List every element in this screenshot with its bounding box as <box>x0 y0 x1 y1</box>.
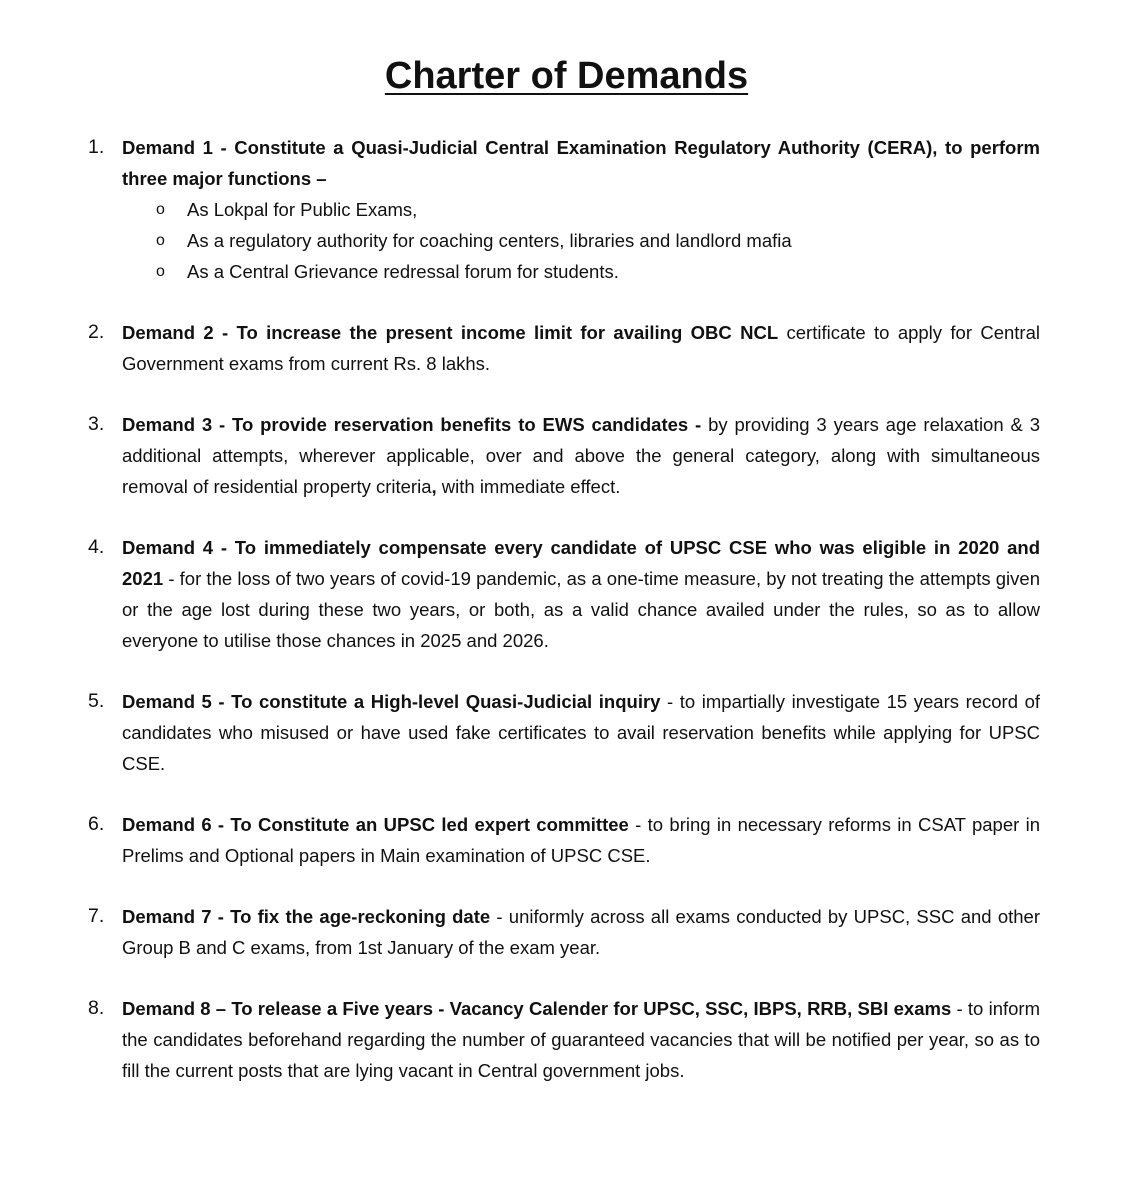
page-title-text: Charter of Demands <box>384 55 749 97</box>
demand-2 <box>0 317 1040 379</box>
list-item <box>122 256 1040 287</box>
demand-number: 2. <box>88 321 105 343</box>
demand-8 <box>0 993 1040 1086</box>
circle-bullet-icon: o <box>156 201 165 218</box>
demand-7 <box>0 901 1040 963</box>
demand-text: - to impartially investigate 15 years record of candidates who misused or have used fake certificates to avail reservation benefits while applying for UPSC CSE. <box>122 691 1041 774</box>
demand-text: - to bring in necessary reforms in CSAT paper in Prelims and Optional papers in Main examination of UPSC CSE. <box>122 814 1040 866</box>
list-item <box>122 225 1040 256</box>
demand-1-subitems <box>122 194 1040 287</box>
page-title <box>0 50 1133 102</box>
circle-bullet-icon: o <box>156 232 165 249</box>
demand-text: by providing 3 years age relaxation & 3 additional attempts, wherever applicable, over and above the general category, along with simultaneous removal of residential property criteria <box>122 414 1040 497</box>
demand-number: 8. <box>88 997 105 1019</box>
list-item <box>122 194 1040 225</box>
demand-3 <box>0 409 1040 502</box>
subitem-text: As a regulatory authority for coaching centers, libraries and landlord mafia <box>187 230 792 251</box>
demand-text: - for the loss of two years of covid-19 pandemic, as a one-time measure, by not treating the attempts given or the age lost during these two years, or both, as a valid chance availed under the rules, so as to allow everyone to utilise those chances in 2025 and 2026. <box>122 568 1040 651</box>
demand-number: 3. <box>88 413 105 435</box>
demand-text: - to inform the candidates beforehand regarding the number of guaranteed vacancies that will be notified per year, so as to fill the current posts that are lying vacant in Central government jobs. <box>122 998 1040 1081</box>
demand-text: certificate to apply for Central Government exams from current Rs. 8 lakhs. <box>122 322 1040 374</box>
demand-heading: Demand 6 - To Constitute an UPSC led expert committee <box>122 814 629 835</box>
circle-bullet-icon: o <box>156 263 165 280</box>
demand-number: 7. <box>88 905 105 927</box>
demand-heading: Demand 1 - Constitute a Quasi-Judicial Central Examination Regulatory Authority (CERA), to perform three major functions – <box>122 137 1040 189</box>
demand-4 <box>0 532 1040 656</box>
subitem-text: As Lokpal for Public Exams, <box>187 199 418 220</box>
demand-number: 6. <box>88 813 105 835</box>
demand-number: 5. <box>88 690 105 712</box>
demand-number: 1. <box>88 136 105 158</box>
demand-6 <box>0 809 1040 871</box>
demand-text: - uniformly across all exams conducted by UPSC, SSC and other Group B and C exams, from 1st January of the exam year. <box>122 906 1040 958</box>
demand-text-end: with immediate effect. <box>436 476 621 497</box>
demand-number: 4. <box>88 536 105 558</box>
demand-5 <box>0 686 1040 779</box>
demand-heading: Demand 4 - To immediately compensate every candidate of UPSC CSE who was eligible in 2020 and 2021 <box>122 537 1040 589</box>
demand-heading: Demand 5 - To constitute a High-level Quasi-Judicial inquiry <box>122 691 661 712</box>
demand-1 <box>0 132 1040 287</box>
demand-heading: Demand 3 - To provide reservation benefits to EWS candidates - <box>122 414 702 435</box>
demand-heading: Demand 7 - To fix the age-reckoning date <box>122 906 491 927</box>
demand-heading: Demand 2 - To increase the present income limit for availing OBC NCL <box>122 322 779 343</box>
demand-heading: Demand 8 – To release a Five years - Vacancy Calender for UPSC, SSC, IBPS, RRB, SBI exams <box>122 998 952 1019</box>
demands-list <box>0 132 1133 1116</box>
demand-comma: , <box>431 476 437 497</box>
subitem-text: As a Central Grievance redressal forum for students. <box>187 261 619 282</box>
